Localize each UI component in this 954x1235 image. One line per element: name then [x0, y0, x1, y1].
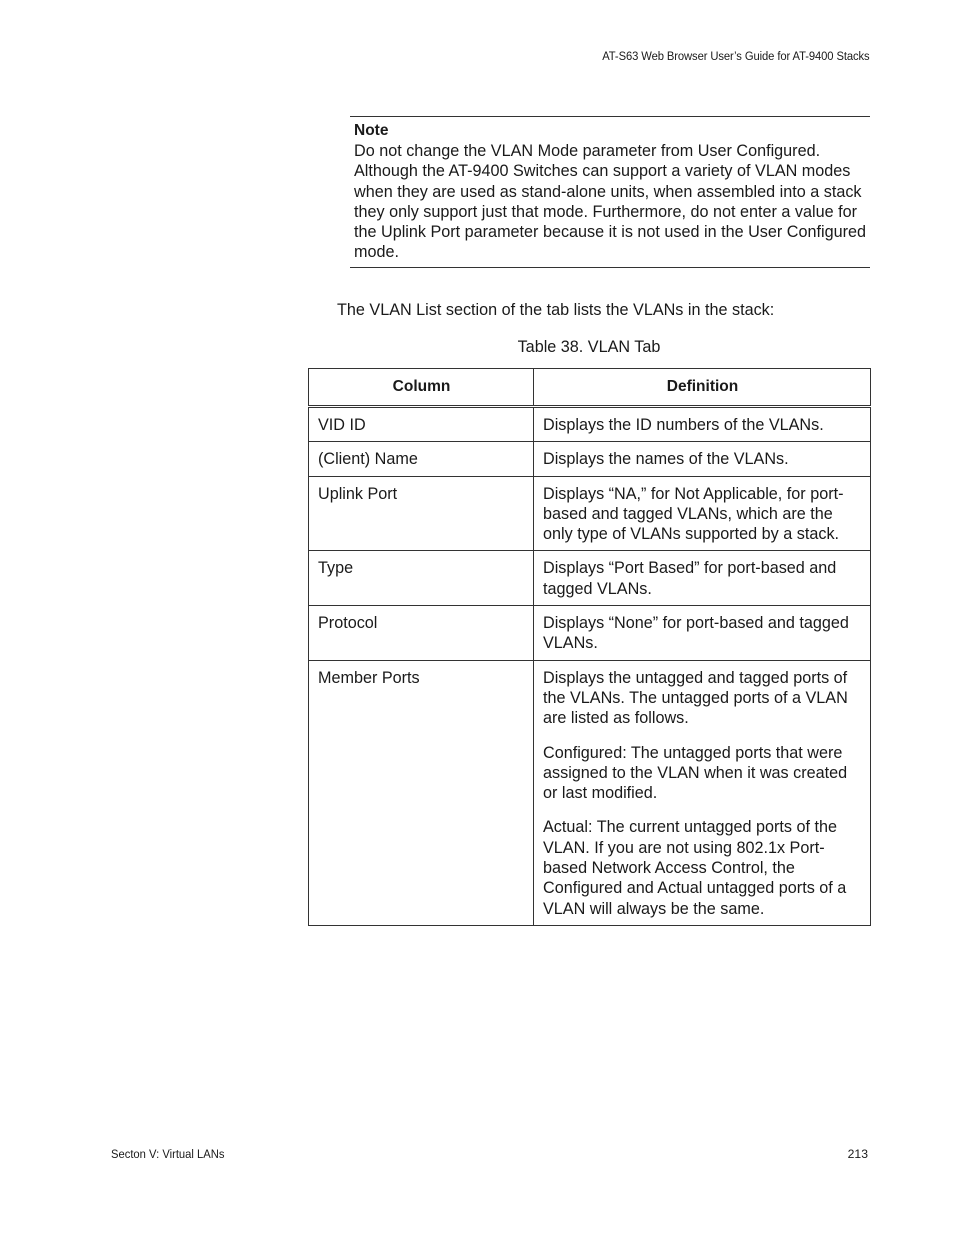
row-definition [534, 407, 871, 442]
definition-paragraph: Displays the untagged and tagged ports of the VLANs. The untagged ports of a VLAN are listed as follows. [543, 668, 848, 728]
row-column-name: Type [309, 551, 534, 606]
definition-paragraph: Displays “None” for port-based and tagged VLANs. [543, 614, 849, 653]
row-column-name: Uplink Port [309, 476, 534, 551]
table-row [309, 606, 871, 661]
table-row [309, 476, 871, 551]
row-definition [534, 476, 871, 551]
row-column-name: VID ID [309, 407, 534, 442]
column-header: Column [309, 369, 534, 407]
page-number: 213 [847, 1147, 868, 1161]
definition-paragraph: Displays the names of the VLANs. [543, 450, 789, 469]
vlan-tab-table [308, 368, 871, 926]
definition-paragraph: Displays the ID numbers of the VLANs. [543, 416, 824, 434]
table-row [309, 660, 871, 925]
note-heading: Note [354, 122, 389, 139]
row-column-name: Protocol [309, 606, 534, 661]
row-definition [534, 551, 871, 606]
table-row [309, 407, 871, 442]
row-definition [534, 606, 871, 661]
table-row [309, 551, 871, 606]
definition-paragraph: Actual: The current untagged ports of the VLAN. If you are not using 802.1x Port-based Network Access Control, the Configured and Actual untagged ports of a VLAN will always be the same. [543, 818, 847, 918]
row-definition [534, 442, 871, 476]
intro-paragraph: The VLAN List section of the tab lists the VLANs in the stack: [337, 301, 775, 319]
running-header: AT-S63 Web Browser User’s Guide for AT-9400 Stacks [602, 49, 870, 63]
definition-paragraph: Displays “Port Based” for port-based and tagged VLANs. [543, 559, 837, 598]
footer-section-title: Secton V: Virtual LANs [111, 1147, 225, 1161]
definition-header: Definition [534, 369, 871, 407]
row-column-name: Member Ports [309, 660, 534, 925]
note-box [350, 116, 870, 268]
note-body: Do not change the VLAN Mode parameter from User Configured. Although the AT-9400 Switches can support a variety of VLAN modes when they are used as stand-alone units, when assembled into a stack they only support just that mode. Furthermore, do not enter a value for the Uplink Port parameter because it is not used in the User Configured mode. [354, 142, 866, 262]
row-column-name: (Client) Name [309, 442, 534, 476]
table-row [309, 442, 871, 476]
definition-paragraph: Displays “NA,” for Not Applicable, for port-based and tagged VLANs, which are the only type of VLANs supported by a stack. [543, 484, 844, 544]
table-caption: Table 38. VLAN Tab [517, 338, 661, 356]
definition-paragraph: Configured: The untagged ports that were assigned to the VLAN when it was created or last modified. [543, 743, 848, 803]
table-header-row [309, 369, 871, 407]
row-definition [534, 660, 871, 925]
